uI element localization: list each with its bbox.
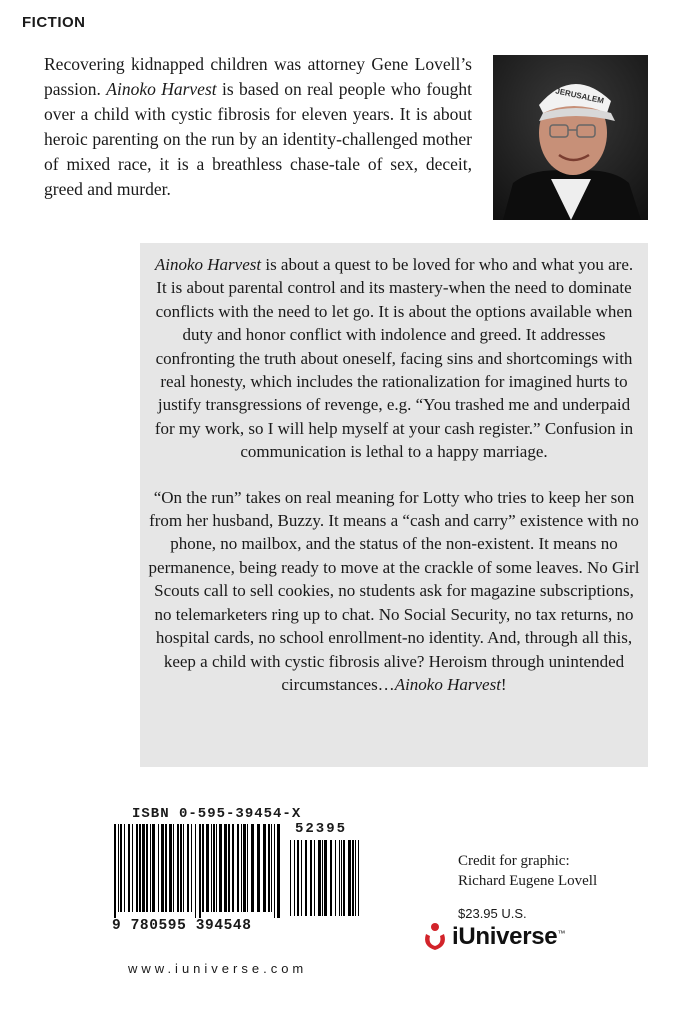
barcode-bar (290, 840, 291, 916)
barcode-bar (330, 840, 332, 916)
credit-line-1: Credit for graphic: (458, 853, 570, 869)
barcode-bar (158, 824, 159, 912)
blurb-exclamation: ! (500, 674, 507, 694)
barcode-bar (206, 824, 209, 912)
barcode-bar (271, 824, 272, 912)
hat-text: JERUSALEM (554, 86, 605, 106)
price-code: 52395 (295, 821, 348, 837)
barcode-bar (224, 824, 227, 912)
intro-text-2: is based on real people who fought over a child with cystic fibrosis for eleven years. It is about heroic parenting on the run by an identity-challenged mother of mixed race, it is a breathless chase-tale of sex, deceit, greed and murder. (44, 79, 473, 199)
barcode-bar (352, 840, 354, 916)
barcode-bar (146, 824, 148, 912)
barcode-bar (310, 840, 312, 916)
barcode-bar (219, 824, 222, 912)
barcode-bar (199, 824, 201, 918)
blurb-paragraph-2 (148, 486, 640, 697)
barcode-bar (173, 824, 174, 912)
barcode-bar (257, 824, 260, 912)
barcode-bar (318, 840, 321, 916)
barcode-bar (341, 840, 342, 916)
blurb-paragraph-1-text: is about a quest to be loved for who and what you are. It is about parental control and its mastery-when the need to dominate conflicts with the need to let go. It is about the options available when duty and honor conflict with indolence and greed. It addresses confronting the truth about oneself, facing sins and shortcomings with real honesty, which includes the rationalization for imagined hurts to justify transgressions of revenge, e.g. “You trashed me and underpaid for my work, so I will help myself at your cash register.” Confusion in communication is lethal to a happy marriage. (154, 255, 634, 462)
barcode-bar (180, 824, 182, 912)
iuniverse-swirl-icon (422, 922, 448, 952)
graphic-credit (458, 851, 597, 891)
barcode-bar (211, 824, 212, 912)
barcode-bar (213, 824, 215, 912)
barcode-bar (243, 824, 246, 912)
barcode-bar (274, 824, 275, 918)
barcode-bar (305, 840, 307, 916)
barcode-bar (322, 840, 323, 916)
ean-barcode-bars (114, 824, 280, 918)
barcode-bar (187, 824, 189, 912)
barcode-bar (251, 824, 254, 912)
intro-book-title: Ainoko Harvest (106, 79, 217, 99)
barcode-bar (124, 824, 125, 912)
author-photo (493, 55, 648, 220)
barcode-bar (177, 824, 179, 912)
barcode-bar (241, 824, 242, 912)
blurb-book-title-1: Ainoko Harvest (154, 255, 262, 274)
barcode-bar (324, 840, 327, 916)
barcode-bar (355, 840, 356, 916)
barcode-bar (335, 840, 336, 916)
barcode-bar (277, 824, 280, 918)
blurb-book-title-2: Ainoko Harvest (394, 674, 501, 694)
barcode-bar (297, 840, 299, 916)
barcode-bar (237, 824, 239, 912)
website-url: www.iuniverse.com (128, 961, 308, 976)
isbn-label: ISBN 0-595-39454-X (132, 806, 302, 822)
barcode-bar (114, 824, 116, 918)
blurb-paragraph-2-text: “On the run” takes on real meaning for Lotty who tries to keep her son from her husband, Buzzy. It means a “cash and carry” existence with no phone, no mailbox, and the status of the non-existent. It means no permanence, being ready to move at the crackle of some leaves. No Girl Scouts call to sell cookies, no students ask for magazine subscriptions, no telemarketers ring up to chat. No Social Security, no tax returns, no hospital cards, no school enrollment-no identity. And, through all this, keep a child with cystic fibrosis alive? Heroism through unintended circumstances… (148, 487, 640, 694)
barcode-bar (216, 824, 217, 912)
iuniverse-logo (422, 922, 565, 952)
barcode-bar (120, 824, 122, 912)
publisher-name: iUniverse (452, 923, 558, 950)
blurb-paragraph-1 (148, 253, 640, 464)
barcode-bar (232, 824, 234, 912)
blurb-text (148, 253, 640, 696)
barcode-bar (136, 824, 138, 912)
price-label: $23.95 U.S. (458, 906, 527, 921)
barcode-digits: 9 780595 394548 (112, 918, 252, 934)
genre-label: FICTION (22, 14, 86, 31)
barcode-bar (247, 824, 248, 912)
barcode-bar (195, 824, 196, 918)
barcode-bar (152, 824, 155, 912)
barcode-bar (142, 824, 145, 912)
barcode-bar (294, 840, 295, 916)
barcode-bar (132, 824, 133, 912)
barcode-bar (358, 840, 359, 916)
intro-text-1: Recovering kidnapped children was attorney Gene Lovell’s passion. (44, 54, 472, 99)
barcode-bar (228, 824, 230, 912)
barcode-bar (314, 840, 315, 916)
author-intro (44, 52, 472, 202)
barcode-bar (348, 840, 351, 916)
barcode-bar (263, 824, 266, 912)
barcode-bar (165, 824, 167, 912)
barcode-bar (268, 824, 270, 912)
barcode-bar (150, 824, 151, 912)
isbn-barcode (112, 824, 362, 918)
trademark-symbol: ™ (557, 928, 566, 938)
barcode-bar (343, 840, 345, 916)
barcode-bar (339, 840, 340, 916)
addon-barcode-bars (290, 840, 359, 916)
barcode-bar (191, 824, 192, 912)
barcode-bar (139, 824, 141, 912)
barcode-bar (169, 824, 172, 912)
barcode-bar (128, 824, 130, 912)
barcode-bar (118, 824, 119, 912)
barcode-bar (183, 824, 184, 912)
barcode-bar (202, 824, 204, 912)
barcode-bar (301, 840, 302, 916)
credit-line-2: Richard Eugene Lovell (458, 873, 598, 889)
barcode-bar (161, 824, 164, 912)
